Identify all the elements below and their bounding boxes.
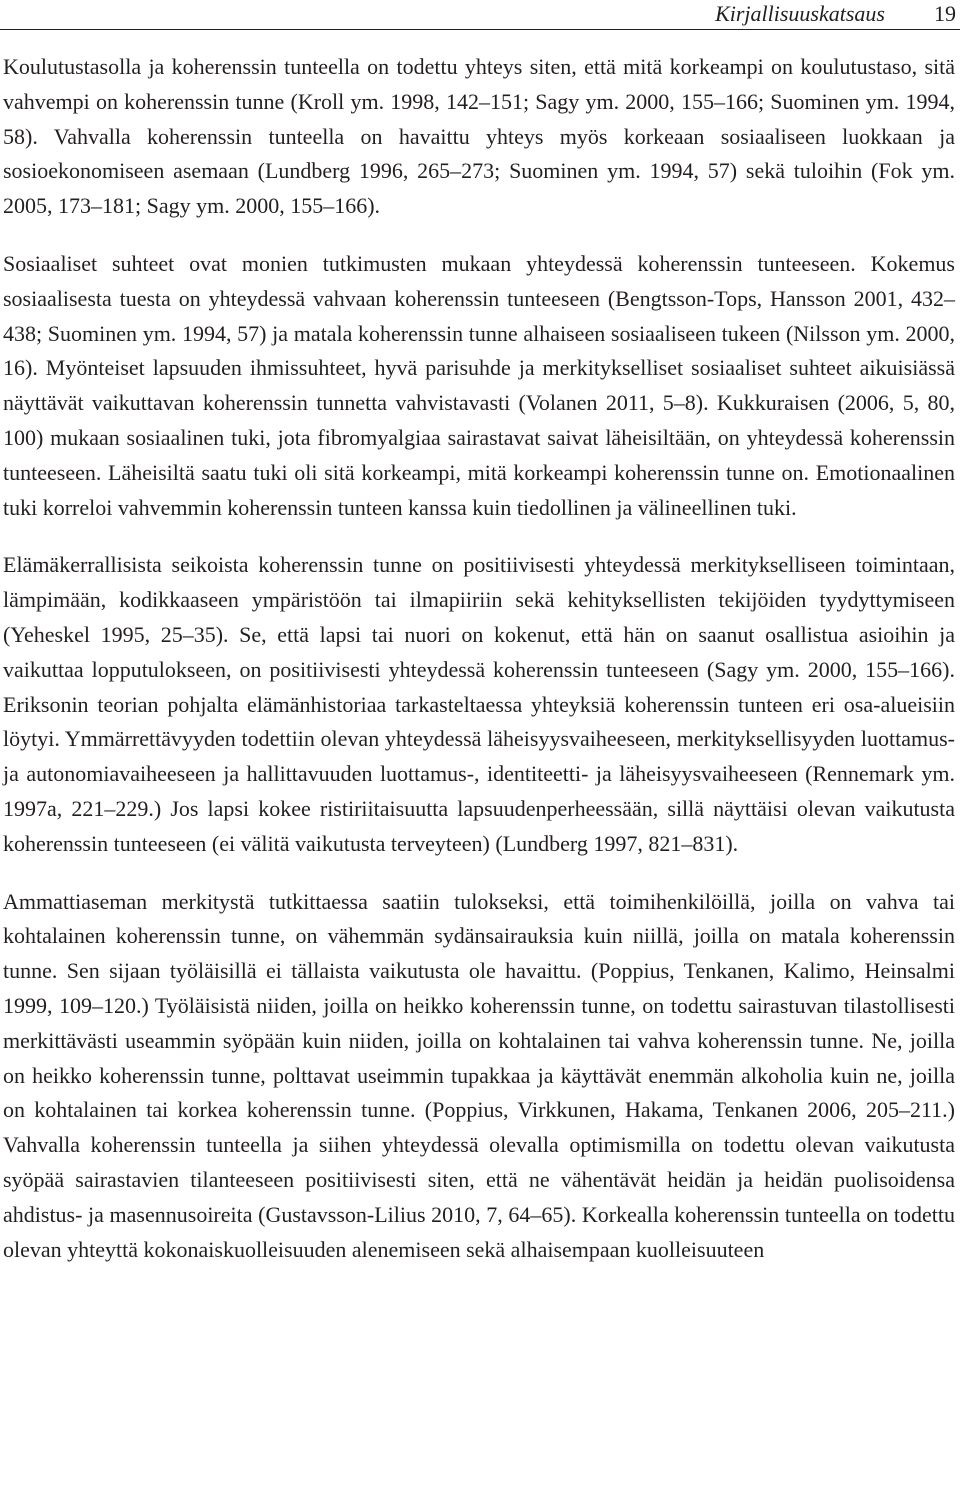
paragraph-social-relations: Sosiaaliset suhteet ovat monien tutkimusten mukaan yhteydessä koherenssin tunteeseen. Kokemus sosiaalisesta tuesta on yhteydessä vahvaan koherenssin tunteeseen (Bengtsson-Tops, Hansson 2001, 432–438; Suominen ym. 1994, 57) ja matala koherenssin tunne alhaiseen sosiaaliseen tukeen (Nilsson ym. 2000, 16). Myönteiset lapsuuden ihmissuhteet, hyvä parisuhde ja merkitykselliset sosiaaliset suhteet aikuisiässä näyttävät vaikuttavan koherenssin tunnetta vahvistavasti (Volanen 2011, 5–8). Kukkuraisen (2006, 5, 80, 100) mukaan sosiaalinen tuki, jota fibromyalgiaa sairastavat saivat läheisiltään, on yhteydessä koherenssin tunteeseen. Läheisiltä saatu tuki oli sitä korkeampi, mitä korkeampi koherenssin tunne on. Emotionaalinen tuki korreloi vahvemmin koherenssin tunteen kanssa kuin tiedollinen ja välineellinen tuki.	[3, 250, 955, 520]
paragraph-biographical: Elämäkerrallisista seikoista koherenssin tunne on positiivisesti yhteydessä merkitykselliseen toimintaan, lämpimään, kodikkaaseen ympäristöön tai ilmapiiriin sekä kehityksellisten tekijöiden tyydyttymiseen (Yeheskel 1995, 25–35). Se, että lapsi tai nuori on kokenut, että hän on saanut osallistua asioihin ja vaikuttaa lopputulokseen, on positiivisesti yhteydessä koherenssin tunteeseen (Sagy ym. 2000, 155–166). Eriksonin teorian pohjalta elämänhistoriaa tarkasteltaessa yhteyksiä koherenssin tunteen eri osa-alueisiin löytyi. Ymmärrettävyyden todettiin olevan yhteydessä läheisyysvaiheeseen, merkityksellisyyden luottamus- ja autonomiavaiheeseen ja hallittavuuden luottamus-, identiteetti- ja läheisyysvaiheeseen (Rennemark ym. 1997a, 221–229.) Jos lapsi kokee ristiriitaisuutta lapsuudenperheessään, sillä näyttäisi olevan vaikutusta koherenssin tunteeseen (ei välitä vaikutusta terveyteen) (Lundberg 1997, 821–831).	[3, 552, 955, 856]
paragraph-occupation: Ammattiaseman merkitystä tutkittaessa saatiin tulokseksi, että toimihenkilöillä, joilla on vahva tai kohtalainen koherenssin tunne, on vähemmän sydänsairauksia kuin niillä, joilla on matala koherenssin tunne. Sen sijaan työläisillä ei tällaista vaikutusta ole havaittu. (Poppius, Tenkanen, Kalimo, Heinsalmi 1999, 109–120.) Työläisistä niiden, joilla on heikko koherenssin tunne, on todettu sairastuvan tilastollisesti merkittävästi useammin syöpään kuin niiden, joilla on kohtalainen tai vahva koherenssin tunne. Ne, joilla on heikko koherenssin tunne, polttavat useimmin tupakkaa ja käyttävät enemmän alkoholia kuin ne, joilla on kohtalainen tai korkea koherenssin tunne. (Poppius, Virkkunen, Hakama, Tenkanen 2006, 205–211.) Vahvalla koherenssin tunteella ja siihen yhteydessä olevalla optimismilla on todettu olevan vaikutusta syöpää sairastavien tilanteeseen positiivisesti siten, että ne vähentävät heidän ja heidän puolisoidensa ahdistus- ja masennusoireita (Gustavsson-Lilius 2010, 7, 64–65). Korkealla koherenssin tunteella on todettu olevan yhteyttä kokonaiskuolleisuuden alenemiseen sekä alhaisempaan kuolleisuuteen	[3, 888, 955, 1262]
page-number: 19	[934, 1, 956, 26]
paragraph-education: Koulutustasolla ja koherenssin tunteella on todettu yhteys siten, että mitä korkeampi on koulutustaso, sitä vahvempi on koherenssin tunne (Kroll ym. 1998, 142–151; Sagy ym. 2000, 155–166; Suominen ym. 1994, 58). Vahvalla koherenssin tunteella on havaittu yhteys myös korkeaan sosiaaliseen luokkaan ja sosioekonomiseen asemaan (Lundberg 1996, 265–273; Suominen ym. 1994, 57) sekä tuloihin (Fok ym. 2005, 173–181; Sagy ym. 2000, 155–166).	[3, 54, 955, 219]
running-head-title: Kirjallisuuskatsaus	[715, 1, 885, 26]
header-rule	[0, 29, 960, 30]
page-header	[0, 0, 960, 32]
body-text	[3, 50, 955, 1290]
